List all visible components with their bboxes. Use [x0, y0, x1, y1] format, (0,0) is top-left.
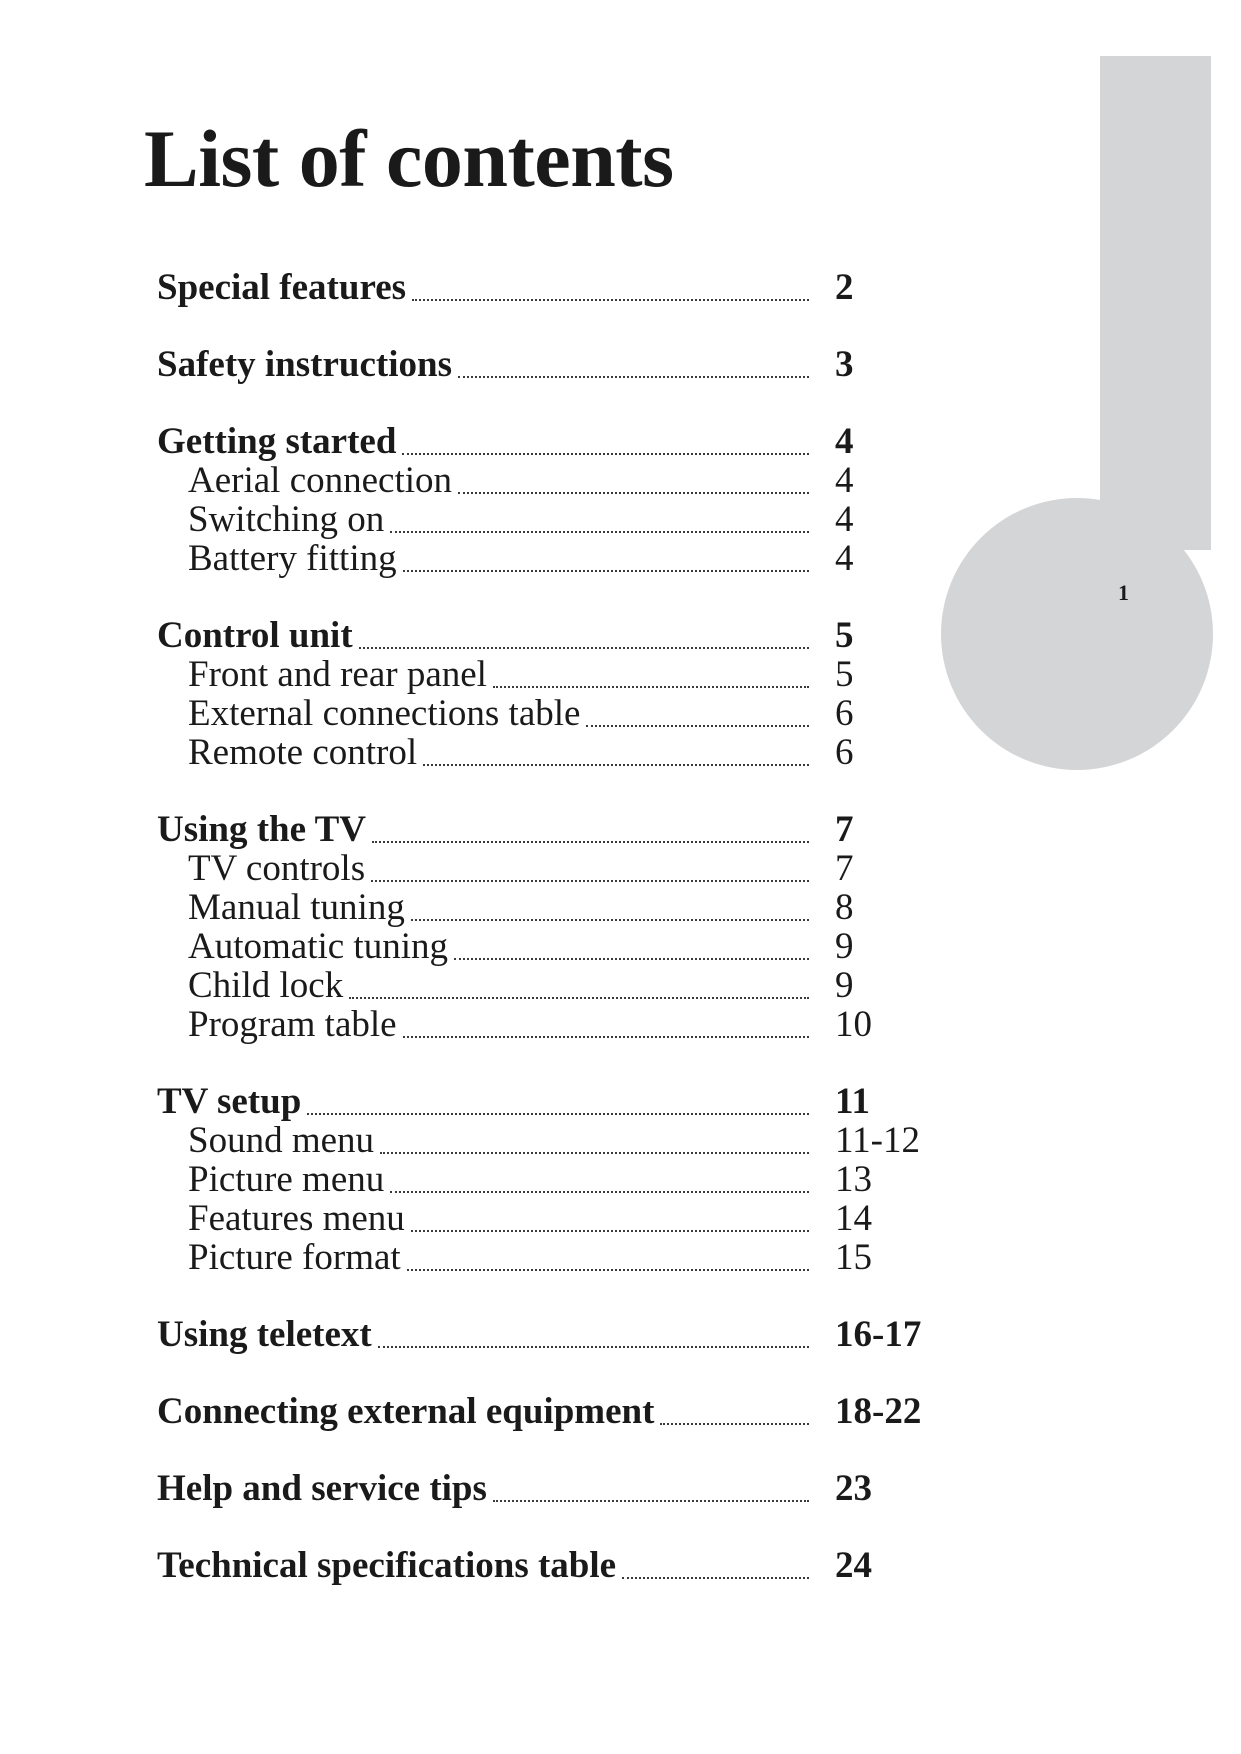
toc-section-help-and-service-tips [157, 1469, 957, 1508]
toc-entry-page: 10 [835, 1004, 872, 1045]
toc-entry-label: Program table [188, 1004, 397, 1045]
toc-section-using-teletext [157, 1315, 957, 1354]
dot-leader [407, 1232, 809, 1271]
toc-entry-page: 8 [835, 887, 854, 928]
toc-entry-page: 7 [835, 848, 854, 889]
dot-leader [349, 960, 809, 999]
dot-leader [380, 1115, 809, 1154]
dot-leader [390, 1154, 809, 1193]
toc-entry-page: 4 [835, 421, 854, 462]
toc-subentry-program-table[interactable] [157, 1005, 957, 1044]
dot-leader [493, 649, 809, 688]
toc-section-special-features [157, 268, 957, 307]
toc-entry-label: Features menu [188, 1198, 405, 1239]
dot-leader [371, 843, 809, 882]
toc-entry-safety-instructions[interactable] [157, 345, 957, 384]
toc-entry-label: Technical specifications table [157, 1545, 617, 1586]
toc-entry-label: Using the TV [157, 809, 367, 850]
toc-entry-page: 4 [835, 499, 854, 540]
page-title: List of contents [144, 113, 674, 204]
dot-leader [403, 999, 809, 1038]
toc-section-control-unit [157, 616, 957, 772]
toc-entry-page: 16-17 [835, 1314, 922, 1355]
toc-entry-special-features[interactable] [157, 268, 957, 307]
toc-entry-label: Switching on [188, 499, 385, 540]
toc-entry-page: 5 [835, 615, 854, 656]
toc-entry-page: 24 [835, 1545, 872, 1586]
toc-entry-page: 18-22 [835, 1391, 922, 1432]
toc-entry-label: Special features [157, 267, 407, 308]
toc-entry-page: 14 [835, 1198, 872, 1239]
toc-entry-page: 23 [835, 1468, 872, 1509]
toc-subentry-picture-format[interactable] [157, 1238, 957, 1277]
toc-entry-label: Connecting external equipment [157, 1391, 655, 1432]
toc-entry-label: TV controls [188, 848, 366, 889]
toc-entry-label: Help and service tips [157, 1468, 487, 1509]
dot-leader [403, 533, 809, 572]
toc-entry-label: Aerial connection [188, 460, 453, 501]
dot-leader [412, 262, 809, 301]
toc-entry-label: Safety instructions [157, 344, 452, 385]
dot-leader [458, 339, 809, 378]
toc-section-safety-instructions [157, 345, 957, 384]
toc-entry-label: Manual tuning [188, 887, 405, 928]
dot-leader [411, 1193, 809, 1232]
dot-leader [493, 1463, 809, 1502]
dot-leader [586, 688, 809, 727]
table-of-contents [157, 268, 957, 1623]
toc-entry-page: 3 [835, 344, 854, 385]
side-tab-circle [941, 498, 1213, 770]
toc-entry-connecting-external-equipment[interactable] [157, 1392, 957, 1431]
toc-entry-page: 7 [835, 809, 854, 850]
toc-subentry-remote-control[interactable] [157, 733, 957, 772]
toc-entry-label: Front and rear panel [188, 654, 487, 695]
toc-entry-page: 6 [835, 732, 854, 773]
dot-leader [458, 455, 809, 494]
toc-entry-label: Child lock [188, 965, 344, 1006]
toc-entry-label: Picture menu [188, 1159, 385, 1200]
page-number: 1 [1118, 580, 1129, 605]
dot-leader [307, 1076, 809, 1115]
toc-entry-label: Sound menu [188, 1120, 375, 1161]
toc-entry-label: TV setup [157, 1081, 302, 1122]
dot-leader [454, 921, 809, 960]
toc-subentry-battery-fitting[interactable] [157, 539, 957, 578]
toc-entry-page: 4 [835, 460, 854, 501]
toc-entry-page: 6 [835, 693, 854, 734]
toc-entry-help-and-service-tips[interactable] [157, 1469, 957, 1508]
toc-entry-page: 11 [835, 1081, 870, 1122]
toc-entry-page: 4 [835, 538, 854, 579]
toc-section-getting-started [157, 422, 957, 578]
toc-entry-label: Battery fitting [188, 538, 397, 579]
toc-section-technical-specifications-table [157, 1546, 957, 1585]
dot-leader [378, 1309, 809, 1348]
toc-entry-label: Automatic tuning [188, 926, 448, 967]
dot-leader [660, 1386, 809, 1425]
toc-entry-label: Using teletext [157, 1314, 372, 1355]
dot-leader [622, 1540, 809, 1579]
toc-entry-label: External connections table [188, 693, 581, 734]
toc-entry-page: 15 [835, 1237, 872, 1278]
dot-leader [411, 882, 809, 921]
dot-leader [359, 610, 809, 649]
dot-leader [423, 727, 809, 766]
dot-leader [372, 804, 809, 843]
dot-leader [390, 494, 809, 533]
toc-entry-page: 2 [835, 267, 854, 308]
toc-section-tv-setup [157, 1082, 957, 1277]
dot-leader [402, 416, 809, 455]
toc-section-using-the-tv [157, 810, 957, 1044]
toc-entry-label: Control unit [157, 615, 353, 656]
toc-section-connecting-external-equipment [157, 1392, 957, 1431]
toc-entry-page: 9 [835, 965, 854, 1006]
toc-entry-using-teletext[interactable] [157, 1315, 957, 1354]
toc-entry-technical-specifications-table[interactable] [157, 1546, 957, 1585]
toc-entry-page: 13 [835, 1159, 872, 1200]
toc-entry-label: Remote control [188, 732, 418, 773]
toc-entry-label: Getting started [157, 421, 397, 462]
toc-entry-page: 9 [835, 926, 854, 967]
toc-entry-label: Picture format [188, 1237, 401, 1278]
toc-entry-page: 5 [835, 654, 854, 695]
toc-subentry-front-and-rear-panel[interactable] [157, 655, 957, 694]
toc-entry-page: 11-12 [835, 1120, 920, 1161]
side-tab-bar [1100, 56, 1211, 550]
